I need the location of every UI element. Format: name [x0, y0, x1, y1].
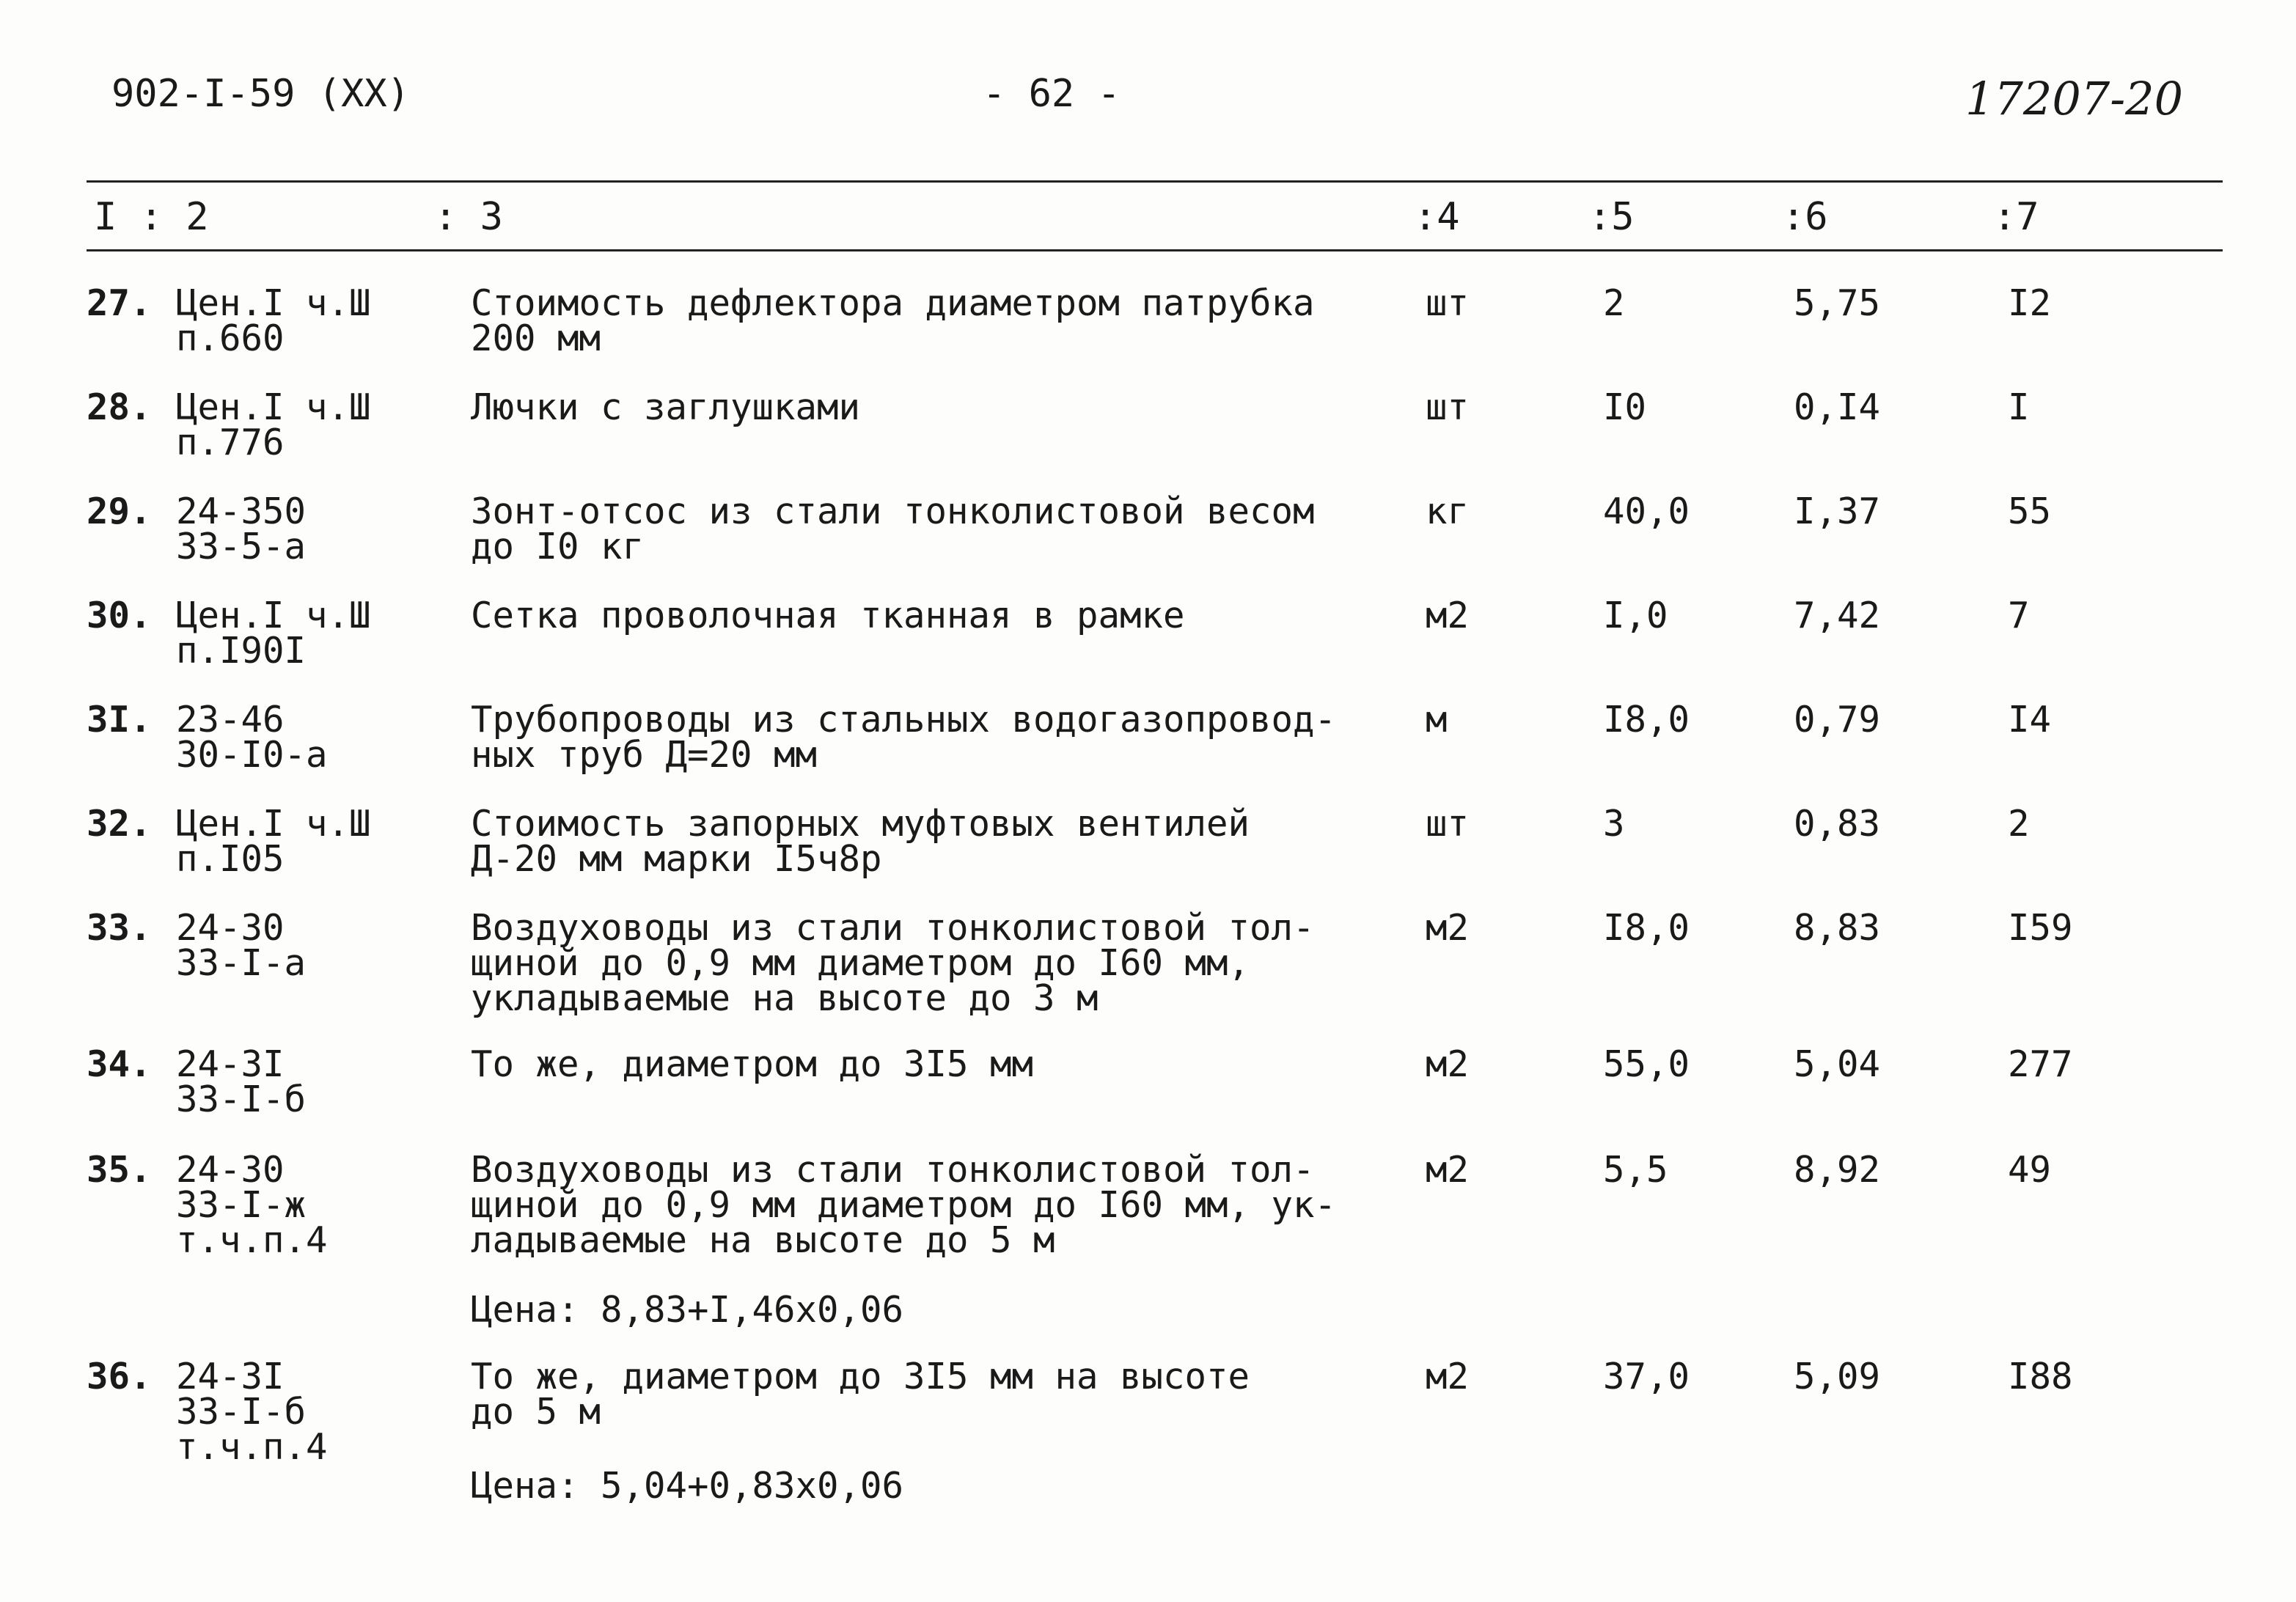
row-unit-price: 0,83	[1794, 803, 1881, 845]
row-code: 24-3I 33-I-б	[176, 1043, 307, 1120]
row-quantity: I,0	[1603, 595, 1668, 636]
row-code: Цен.I ч.Ш п.I05	[176, 803, 371, 880]
row-number: 32.	[87, 803, 152, 845]
column-header-6: :6	[1782, 195, 1828, 239]
archive-number: 17207-20	[1965, 72, 2184, 125]
row-unit-price: I,37	[1794, 490, 1881, 532]
row-code: 24-30 33-I-а	[176, 907, 307, 984]
row-number: 27.	[87, 282, 152, 324]
row-total: 2	[2008, 803, 2030, 845]
header-rule	[87, 249, 2223, 251]
row-description: Стоимость запорных муфтовых вентилей Д-20 мм марки I5ч8р	[471, 803, 1250, 880]
row-number: 36.	[87, 1356, 152, 1397]
row-code: Цен.I ч.Ш п.I90I	[176, 595, 371, 672]
row-code: 23-46 30-I0-а	[176, 699, 328, 776]
row-unit-price: 5,09	[1794, 1356, 1881, 1397]
row-quantity: 3	[1603, 803, 1625, 845]
row-unit: м	[1426, 699, 1448, 741]
row-unit-price: 0,I4	[1794, 386, 1881, 428]
row-unit: шт	[1426, 282, 1470, 324]
row-total: I	[2008, 386, 2030, 428]
row-number: 28.	[87, 386, 152, 428]
row-description: Трубопроводы из стальных водогазопровод- ных труб Д=20 мм	[471, 699, 1337, 776]
row-total: I59	[2008, 907, 2073, 949]
column-header-7: :7	[1993, 195, 2039, 239]
row-number: 3I.	[87, 699, 152, 741]
row-quantity: I8,0	[1603, 907, 1690, 949]
row-number: 35.	[87, 1149, 152, 1191]
row-code: Цен.I ч.Ш п.776	[176, 386, 371, 463]
column-header-1-2: I : 2	[94, 195, 209, 239]
row-quantity: 37,0	[1603, 1356, 1690, 1397]
column-header-3: : 3	[434, 195, 503, 239]
row-quantity: 5,5	[1603, 1149, 1668, 1191]
row-unit: м2	[1426, 595, 1470, 636]
row-quantity: I0	[1603, 386, 1647, 428]
row-number: 34.	[87, 1043, 152, 1085]
row-description: Лючки с заглушками	[471, 386, 861, 428]
row-description: То же, диаметром до 3I5 мм	[471, 1043, 1034, 1085]
doc-code: 902-I-59 (XX)	[111, 72, 410, 116]
row-unit: м2	[1426, 1043, 1470, 1085]
row-unit: кг	[1426, 490, 1470, 532]
row-code: Цен.I ч.Ш п.660	[176, 282, 371, 359]
row-total: I88	[2008, 1356, 2073, 1397]
row-unit-price: 0,79	[1794, 699, 1881, 741]
row-description: Воздуховоды из стали тонколистовой тол- щиной до 0,9 мм диаметром до I60 мм, ук- ладываемые на высоте до 5 м	[471, 1149, 1337, 1261]
column-header-4: :4	[1414, 195, 1460, 239]
row-unit: м2	[1426, 1149, 1470, 1191]
row-total: 55	[2008, 490, 2052, 532]
row-unit: шт	[1426, 386, 1470, 428]
row-unit-price: 8,83	[1794, 907, 1881, 949]
row-description: Стоимость дефлектора диаметром патрубка 200 мм	[471, 282, 1315, 359]
page-number: - 62 -	[983, 72, 1121, 116]
row-quantity: 40,0	[1603, 490, 1690, 532]
row-code: 24-350 33-5-а	[176, 490, 307, 567]
row-number: 33.	[87, 907, 152, 949]
row-total: I2	[2008, 282, 2052, 324]
row-description: Зонт-отсос из стали тонколистовой весом до I0 кг	[471, 490, 1315, 567]
row-quantity: I8,0	[1603, 699, 1690, 741]
row-unit-price: 5,04	[1794, 1043, 1881, 1085]
column-header-5: :5	[1588, 195, 1635, 239]
row-total: I4	[2008, 699, 2052, 741]
row-description: Сетка проволочная тканная в рамке	[471, 595, 1185, 636]
row-number: 29.	[87, 490, 152, 532]
row-number: 30.	[87, 595, 152, 636]
row-unit: м2	[1426, 907, 1470, 949]
row-code: 24-3I 33-I-б т.ч.п.4	[176, 1356, 328, 1468]
row-description: Воздуховоды из стали тонколистовой тол- щиной до 0,9 мм диаметром до I60 мм, укладываемые на высоте до 3 м	[471, 907, 1315, 1019]
row-description: То же, диаметром до 3I5 мм на высоте до 5 м	[471, 1356, 1250, 1433]
row-code: 24-30 33-I-ж т.ч.п.4	[176, 1149, 328, 1261]
top-rule	[87, 180, 2223, 183]
row-total: 277	[2008, 1043, 2073, 1085]
row-unit-price: 7,42	[1794, 595, 1881, 636]
row-price-note: Цена: 5,04+0,83х0,06	[471, 1465, 904, 1507]
row-unit-price: 5,75	[1794, 282, 1881, 324]
row-total: 7	[2008, 595, 2030, 636]
row-unit: шт	[1426, 803, 1470, 845]
row-total: 49	[2008, 1149, 2052, 1191]
row-price-note: Цена: 8,83+I,46х0,06	[471, 1289, 904, 1331]
row-unit: м2	[1426, 1356, 1470, 1397]
row-unit-price: 8,92	[1794, 1149, 1881, 1191]
row-quantity: 55,0	[1603, 1043, 1690, 1085]
row-quantity: 2	[1603, 282, 1625, 324]
